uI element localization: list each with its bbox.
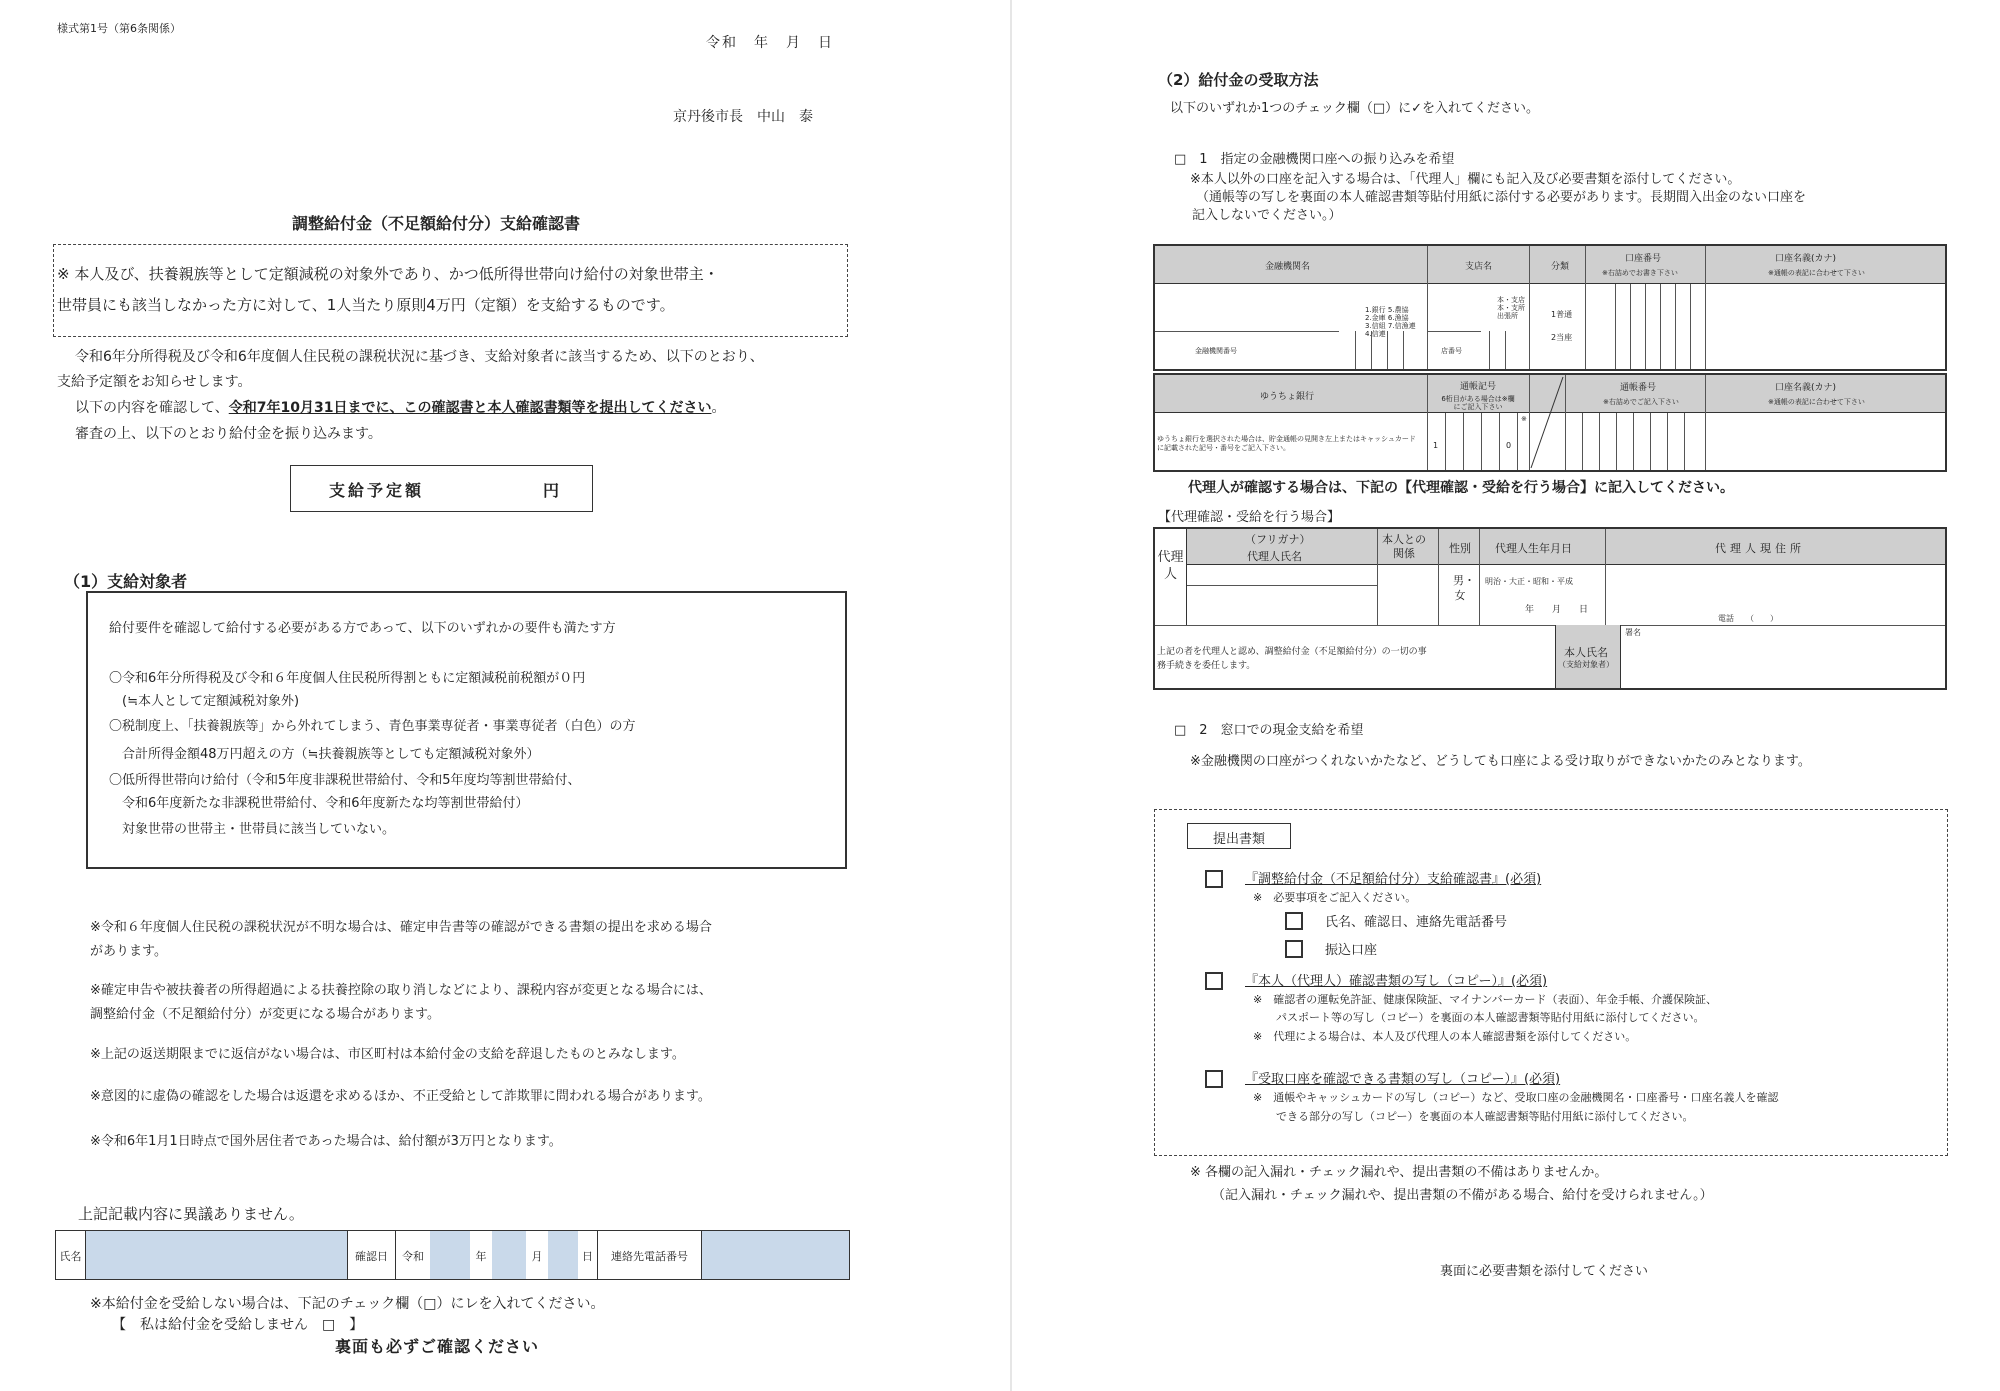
option1-note: 記入しないでください。）	[1192, 208, 1342, 223]
type-header: 分類	[1551, 262, 1570, 272]
back-notice: 裏面も必ずご確認ください	[335, 1337, 540, 1356]
symbol-sub: 6桁目がある場合は※欄にご記入下さい	[1441, 395, 1515, 411]
year-label: 年	[475, 1250, 487, 1263]
month-field[interactable]	[492, 1231, 526, 1279]
era-label: 令和	[402, 1250, 424, 1263]
date-line: 令和 年 月 日	[706, 35, 834, 51]
bank-types: 1.銀行 5.農協 2.金庫 6.漁協 3.信組 7.信漁連 4.信連	[1365, 306, 1416, 338]
era-options[interactable]: 明治・大正・昭和・平成	[1485, 577, 1573, 586]
proxy-name-label: 代理人氏名	[1247, 550, 1302, 563]
attach-notice: 裏面に必要書類を添付してください	[1440, 1264, 1649, 1279]
phone-label: 連絡先電話番号	[598, 1231, 702, 1279]
name-label: 氏名	[56, 1231, 86, 1279]
intro-line-3: 以下の内容を確認して、令和7年10月31日までに、この確認書と本人確認書類等を提出してください。	[75, 400, 726, 416]
note-line: ※令和６年度個人住民税の課税状況が不明な場合は、確定申告書等の確認ができる書類の提出を求める場合	[90, 920, 712, 935]
decline-note: ※本給付金を受給しない場合は、下記のチェック欄（□）にレを入れてください。	[90, 1296, 605, 1312]
passbook-number-sub: ※右詰めでご記入下さい	[1603, 398, 1679, 406]
birth-label: 代理人生年月日	[1495, 542, 1572, 555]
day-field[interactable]	[548, 1231, 578, 1279]
birth-date-field[interactable]: 年 月 日	[1525, 605, 1589, 615]
doc3-note: ※ 通帳やキャッシュカードの写し（コピー）など、受取口座の金融機関名・口座番号・口座名義人を確認	[1253, 1091, 1779, 1104]
doc2-note: ※ 代理による場合は、本人及び代理人の本人確認書類を添付してください。	[1253, 1030, 1637, 1043]
delegation-statement: 上記の者を代理人と認め、調整給付金（不足額給付分）の一切の事務手続きを委任します。	[1157, 647, 1427, 671]
mayor-name: 京丹後市長 中山 泰	[673, 109, 813, 125]
proxy-name-field[interactable]	[1187, 586, 1377, 625]
signature-label: 署名	[1625, 628, 1641, 637]
relation-field[interactable]	[1378, 565, 1438, 625]
doc1-checkbox[interactable]	[1205, 868, 1223, 888]
year-field[interactable]	[430, 1231, 470, 1279]
self-name-sub: （支給対象者）	[1558, 660, 1614, 669]
doc2-checkbox[interactable]	[1205, 970, 1223, 990]
furigana-field[interactable]	[1187, 565, 1377, 585]
diagonal-slash	[1529, 375, 1565, 470]
type-ordinary[interactable]: 1普通	[1551, 310, 1573, 319]
section1-heading: （1）支給対象者	[64, 572, 188, 591]
option1-note: ※本人以外の口座を記入する場合は、「代理人」欄にも記入及び必要書類を添付してください。	[1190, 172, 1741, 187]
symbol-digit-0: 0	[1506, 441, 1512, 450]
yucho-note: ゆうちょ銀行を選択された場合は、貯金通帳の見開き左上またはキャッシュカードに記載された記号・番号をご記入下さい。	[1157, 435, 1416, 452]
self-name-label: 本人氏名	[1564, 646, 1608, 659]
proxy-lead: 代理人が確認する場合は、下記の【代理確認・受給を行う場合】に記入してください。	[1188, 480, 1734, 496]
type-current[interactable]: 2当座	[1551, 333, 1573, 342]
signature-field[interactable]	[1622, 637, 1945, 687]
final-check: ※ 各欄の記入漏れ・チェック漏れや、提出書類の不備はありませんか。	[1190, 1165, 1608, 1180]
doc2-note: ※ 確認者の運転免許証、健康保険証、マイナンバーカード（表面）、年金手帳、介護保険証、	[1253, 993, 1717, 1006]
holder-sub: ※通帳の表記に合わせて下さい	[1768, 269, 1865, 277]
month-label: 月	[531, 1250, 543, 1263]
note-line: があります。	[90, 944, 167, 959]
eligibility-item: 〇低所得世帯向け給付（令和5年度非課税世帯給付、令和5年度均等割世帯給付、	[109, 773, 581, 788]
eligibility-box	[86, 591, 847, 869]
option2-checkbox[interactable]: □ 2 窓口での現金支給を希望	[1174, 723, 1364, 738]
name-field[interactable]	[86, 1231, 348, 1279]
notice-line-1: ※ 本人及び、扶養親族等として定額減税の対象外であり、かつ低所得世帯向け給付の対象世帯主・	[57, 265, 719, 283]
note-line: 調整給付金（不足額給付分）が変更になる場合があります。	[90, 1007, 440, 1022]
sex-select[interactable]: 男・女	[1453, 574, 1475, 602]
doc1-sub2-checkbox[interactable]	[1285, 938, 1303, 958]
doc1-title: 『調整給付金（不足額給付分）支給確認書』(必須)	[1245, 872, 1542, 887]
intro-line-1: 令和6年分所得税及び令和6年度個人住民税の課税状況に基づき、支給対象者に該当するため、以下のとおり、	[75, 349, 764, 365]
sex-label: 性別	[1449, 542, 1471, 555]
doc3-note: できる部分の写し（コピー）を裏面の本人確認書類等貼付用紙に添付してください。	[1276, 1110, 1694, 1123]
eligibility-item: 合計所得金額48万円超えの方（≒扶養親族等としても定額減税対象外）	[109, 747, 540, 762]
holder-header: 口座名義(カナ)	[1775, 254, 1837, 264]
notice-box	[53, 244, 848, 337]
symbol-header: 通帳記号	[1460, 382, 1497, 392]
intro-line-4: 審査の上、以下のとおり給付金を振り込みます。	[75, 426, 382, 442]
eligibility-item: 対象世帯の世帯主・世帯員に該当していない。	[109, 822, 396, 837]
note-line: ※確定申告や被扶養者の所得超過による扶養控除の取り消しなどにより、課税内容が変更となる場合には、	[90, 983, 712, 998]
section2-lead: 以下のいずれか1つのチェック欄（□）に✓を入れてください。	[1170, 101, 1540, 116]
proxy-table	[1153, 527, 1947, 690]
proxy-side-label: 代理人	[1155, 529, 1187, 625]
day-label: 日	[578, 1231, 598, 1279]
eligibility-lead: 給付要件を確認して給付する必要がある方であって、以下のいずれかの要件も満たす方	[109, 621, 616, 636]
bank-name-header: 金融機関名	[1265, 262, 1311, 272]
eligibility-item: 〇税制度上、「扶養親族等」から外れてしまう、青色事業専従者・事業専従者（白色）の方	[109, 719, 636, 734]
option1-note: （通帳等の写しを裏面の本人確認書類等貼付用紙に添付する必要があります。長期間入出金のない口座を	[1196, 190, 1806, 205]
relation-label: 本人との関係	[1382, 533, 1426, 560]
branch-code-label: 店番号	[1441, 347, 1462, 355]
option2-note: ※金融機関の口座がつくれないかたなど、どうしても口座による受け取りができないかたのみとなります。	[1190, 754, 1811, 769]
option1-checkbox[interactable]: □ 1 指定の金融機関口座への振り込みを希望	[1174, 152, 1455, 167]
account-number-sub: ※右詰めでお書き下さい	[1602, 269, 1678, 277]
note-line: ※令和6年1月1日時点で国外居住者であった場合は、給付額が3万円となります。	[90, 1134, 562, 1149]
yucho-holder-header: 口座名義(カナ)	[1775, 383, 1837, 393]
decline-checkbox[interactable]: 【 私は給付金を受給しません □ 】	[112, 1317, 364, 1333]
final-check: （記入漏れ・チェック漏れや、提出書類の不備がある場合、給付を受けられません。）	[1212, 1188, 1713, 1203]
documents-box	[1154, 809, 1948, 1156]
doc1-sub1-label: 氏名、確認日、連絡先電話番号	[1325, 915, 1508, 930]
amount-label: 支給予定額	[329, 481, 425, 500]
address-label: 代理人現住所	[1715, 542, 1805, 555]
furigana-label: （フリガナ）	[1245, 533, 1311, 546]
doc1-sub2-label: 振込口座	[1325, 943, 1378, 958]
yucho-holder-sub: ※通帳の表記に合わせて下さい	[1768, 398, 1865, 406]
doc2-note: パスポート等の写し（コピー）を裏面の本人確認書類等貼付用紙に添付してください。	[1276, 1011, 1705, 1024]
doc3-title: 『受取口座を確認できる書類の写し（コピー）』(必須)	[1245, 1072, 1561, 1087]
no-objection-statement: 上記記載内容に異議ありません。	[78, 1205, 304, 1223]
note-line: ※意図的に虚偽の確認をした場合は返還を求めるほか、不正受給として詐欺罪に問われる場合があります。	[90, 1089, 711, 1104]
eligibility-item: (≒本人として定額減税対象外)	[109, 694, 300, 709]
doc2-title: 『本人（代理人）確認書類の写し（コピー）』(必須)	[1245, 974, 1548, 989]
doc3-checkbox[interactable]	[1205, 1068, 1223, 1088]
deadline-text: 令和7年10月31日までに、この確認書と本人確認書類等を提出してください	[228, 400, 712, 416]
phone-field[interactable]	[702, 1231, 849, 1279]
proxy-heading: 【代理確認・受給を行う場合】	[1158, 510, 1341, 525]
note-line: ※上記の返送期限までに返信がない場合は、市区町村は本給付金の支給を辞退したものとみなします。	[90, 1047, 685, 1062]
confirm-table	[55, 1230, 850, 1280]
symbol-star: ※	[1521, 415, 1527, 423]
branch-header: 支店名	[1465, 262, 1493, 272]
amount-unit: 円	[543, 481, 560, 500]
doc1-sub1-checkbox[interactable]	[1285, 910, 1303, 930]
document-title: 調整給付金（不足額給付分）支給確認書	[292, 214, 581, 233]
page-divider	[1010, 0, 1012, 1391]
bank-code-label: 金融機関番号	[1195, 347, 1237, 355]
intro-line-2: 支給予定額をお知らせします。	[57, 374, 252, 390]
bank-table	[1153, 244, 1947, 371]
account-number-header: 口座番号	[1625, 254, 1662, 264]
doc1-note: ※ 必要事項をご記入ください。	[1253, 891, 1417, 904]
date-label: 確認日	[348, 1231, 396, 1279]
eligibility-item: 〇令和6年分所得税及び令和６年度個人住民税所得割ともに定額減税前税額が０円	[109, 671, 586, 686]
passbook-number-header: 通帳番号	[1620, 383, 1657, 393]
branch-types: 本・支店 本・支所 出張所	[1497, 296, 1525, 320]
section2-heading: （2）給付金の受取方法	[1158, 71, 1319, 89]
yucho-table	[1153, 373, 1947, 472]
yucho-header: ゆうちょ銀行	[1260, 392, 1315, 402]
phone-field[interactable]: 電話 （ ）	[1718, 614, 1778, 623]
symbol-digit-1: 1	[1433, 441, 1439, 450]
documents-heading: 提出書類	[1187, 823, 1291, 849]
form-number: 様式第1号（第6条関係）	[57, 22, 181, 35]
eligibility-item: 令和6年度新たな非課税世帯給付、令和6年度新たな均等割世帯給付）	[109, 796, 529, 811]
notice-line-2: 世帯員にも該当しなかった方に対して、1人当たり原則4万円（定額）を支給するものです。	[57, 296, 675, 314]
amount-box	[290, 465, 593, 512]
